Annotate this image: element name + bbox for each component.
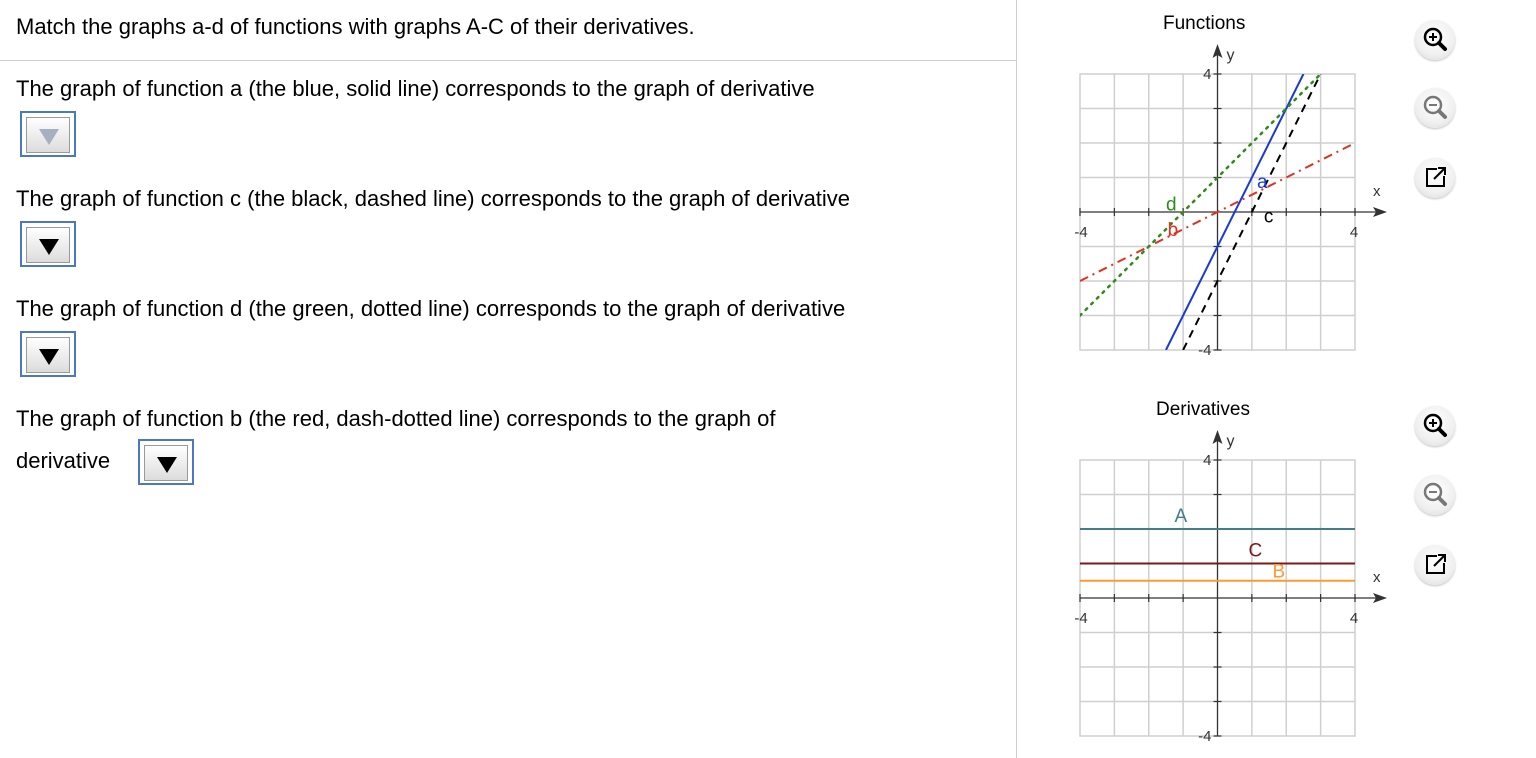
derivatives-graph[interactable] xyxy=(1060,426,1400,751)
popout-functions-button[interactable] xyxy=(1415,158,1455,198)
dropdown-a[interactable] xyxy=(20,111,76,157)
series-label-A: A xyxy=(1174,506,1188,528)
question-prompt: Match the graphs a-d of functions with graphs A-C of their derivatives. xyxy=(16,14,695,39)
zoom-in-derivatives-button[interactable] xyxy=(1415,406,1455,446)
item-b-text-line2: derivative xyxy=(16,448,111,473)
item-a-text: The graph of function a (the blue, solid line) corresponds to the graph of derivative xyxy=(16,76,815,101)
y-tick-label-min: -4 xyxy=(1198,342,1212,359)
functions-graph-title: Functions xyxy=(1163,13,1246,34)
item-d-text: The graph of function d (the green, dotted line) corresponds to the graph of derivative xyxy=(16,296,846,321)
x-tick-label-max: 4 xyxy=(1349,610,1359,627)
dropdown-arrow-icon xyxy=(39,129,59,145)
series-label-a: a xyxy=(1257,171,1268,193)
series-label-d: d xyxy=(1165,194,1177,216)
dropdown-c[interactable] xyxy=(20,221,76,267)
dropdown-d-button[interactable] xyxy=(26,337,70,373)
dropdown-b[interactable] xyxy=(138,439,194,485)
dropdown-d[interactable] xyxy=(20,331,76,377)
x-tick-label-min: -4 xyxy=(1074,610,1088,627)
header-divider xyxy=(0,60,1016,61)
y-axis-label: y xyxy=(1226,47,1235,64)
dropdown-a-button[interactable] xyxy=(26,117,70,153)
item-c-text: The graph of function c (the black, dashed line) corresponds to the graph of derivative xyxy=(16,186,851,211)
item-b-text-line1: The graph of function b (the red, dash-dotted line) corresponds to the graph of xyxy=(16,406,776,431)
zoom-out-icon xyxy=(1415,475,1455,515)
series-label-B: B xyxy=(1272,561,1286,583)
functions-graph[interactable] xyxy=(1060,40,1400,365)
y-tick-label-max: 4 xyxy=(1203,452,1212,469)
dropdown-c-button[interactable] xyxy=(26,227,70,263)
zoom-out-derivatives-button[interactable] xyxy=(1415,475,1455,515)
zoom-out-icon xyxy=(1415,88,1455,128)
x-axis-label: x xyxy=(1373,569,1381,586)
zoom-in-icon xyxy=(1415,406,1455,446)
popout-icon xyxy=(1415,545,1455,585)
y-tick-label-max: 4 xyxy=(1203,66,1212,83)
x-axis-label: x xyxy=(1373,183,1381,200)
y-tick-label-min: -4 xyxy=(1198,728,1212,745)
popout-icon xyxy=(1415,158,1455,198)
popout-derivatives-button[interactable] xyxy=(1415,545,1455,585)
y-axis-label: y xyxy=(1226,433,1235,450)
panel-divider xyxy=(1016,0,1017,758)
dropdown-b-button[interactable] xyxy=(144,445,188,481)
zoom-out-functions-button[interactable] xyxy=(1415,88,1455,128)
dropdown-arrow-icon xyxy=(39,349,59,365)
series-label-c: c xyxy=(1263,206,1274,228)
zoom-in-functions-button[interactable] xyxy=(1415,20,1455,60)
zoom-in-icon xyxy=(1415,20,1455,60)
series-label-b: b xyxy=(1167,220,1179,242)
series-label-C: C xyxy=(1248,540,1263,562)
x-tick-label-max: 4 xyxy=(1349,224,1359,241)
x-tick-label-min: -4 xyxy=(1074,224,1088,241)
dropdown-arrow-icon xyxy=(157,457,177,473)
dropdown-arrow-icon xyxy=(39,239,59,255)
derivatives-graph-title: Derivatives xyxy=(1156,399,1250,420)
